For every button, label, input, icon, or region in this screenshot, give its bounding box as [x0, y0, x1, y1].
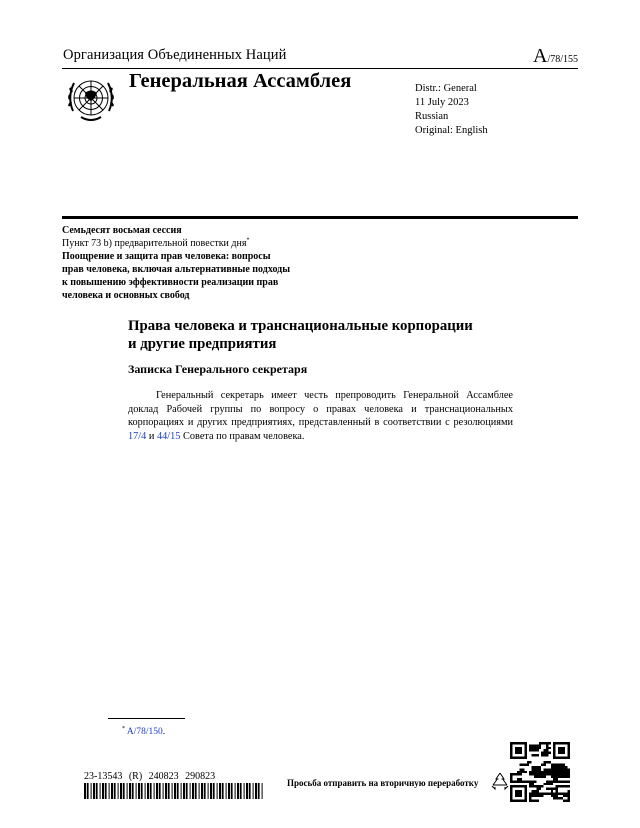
document-symbol	[533, 45, 578, 68]
footnote-document-link[interactable]: A/78/150	[126, 727, 163, 737]
agenda-block	[62, 224, 290, 302]
issue-date: 11 July 2023	[415, 97, 469, 108]
resolution-link-17-4[interactable]: 17/4	[128, 430, 147, 442]
qr-code-icon	[510, 742, 570, 802]
organization-name: Организация Объединенных Наций	[63, 47, 287, 63]
note-heading: Записка Генерального секретаря	[128, 362, 308, 376]
footnote-tail: .	[162, 727, 166, 737]
footnote-mark: *	[122, 725, 125, 732]
paragraph-tail: Совета по правам человека.	[180, 430, 305, 442]
document-title	[128, 317, 473, 353]
recycle-icon	[489, 770, 511, 792]
agenda-topic-line: к повышению эффективности реализации прав	[62, 277, 279, 288]
distribution-block	[415, 82, 488, 138]
body-paragraph	[128, 389, 513, 443]
original-language: Original: English	[415, 125, 488, 136]
agenda-topic-line: прав человека, включая альтернативные подходы	[62, 264, 291, 275]
symbol-letter: A	[532, 45, 548, 67]
paragraph-mid: и	[146, 430, 157, 442]
recycle-notice: Просьба отправить на вторичную переработку	[287, 778, 479, 788]
section-rule	[62, 216, 578, 219]
document-number: 23-13543 (R) 240823 290823	[84, 771, 216, 782]
language: Russian	[415, 111, 449, 122]
resolution-link-44-15[interactable]: 44/15	[156, 430, 181, 442]
footnote	[122, 727, 165, 737]
distribution-type: Distr.: General	[415, 83, 477, 94]
document-title-line: и другие предприятия	[128, 336, 277, 352]
un-emblem-icon	[63, 71, 119, 127]
footnote-mark: *	[246, 237, 250, 244]
agenda-item	[62, 237, 290, 250]
barcode-icon	[84, 783, 266, 799]
symbol-number: /78/155	[547, 54, 578, 65]
header-rule	[62, 68, 578, 69]
footnote-rule	[108, 718, 185, 719]
agenda-topic-line: человека и основных свобод	[62, 290, 190, 301]
agenda-topic-line: Поощрение и защита прав человека: вопросы	[62, 251, 271, 262]
body-title: Генеральная Ассамблея	[129, 70, 352, 92]
session-label: Семьдесят восьмая сессия	[62, 225, 182, 236]
document-title-line: Права человека и транснациональные корпорации	[128, 318, 473, 334]
paragraph-lead: Генеральный секретарь имеет честь препроводить Генеральной Ассамблее доклад Рабочей группы по вопросу о правах человека и транснациональных корпорациях и других предприятиях, представленный в соответствии с резолюциями	[128, 390, 513, 428]
agenda-item-text: Пункт 73 b) предварительной повестки дня	[62, 238, 247, 249]
